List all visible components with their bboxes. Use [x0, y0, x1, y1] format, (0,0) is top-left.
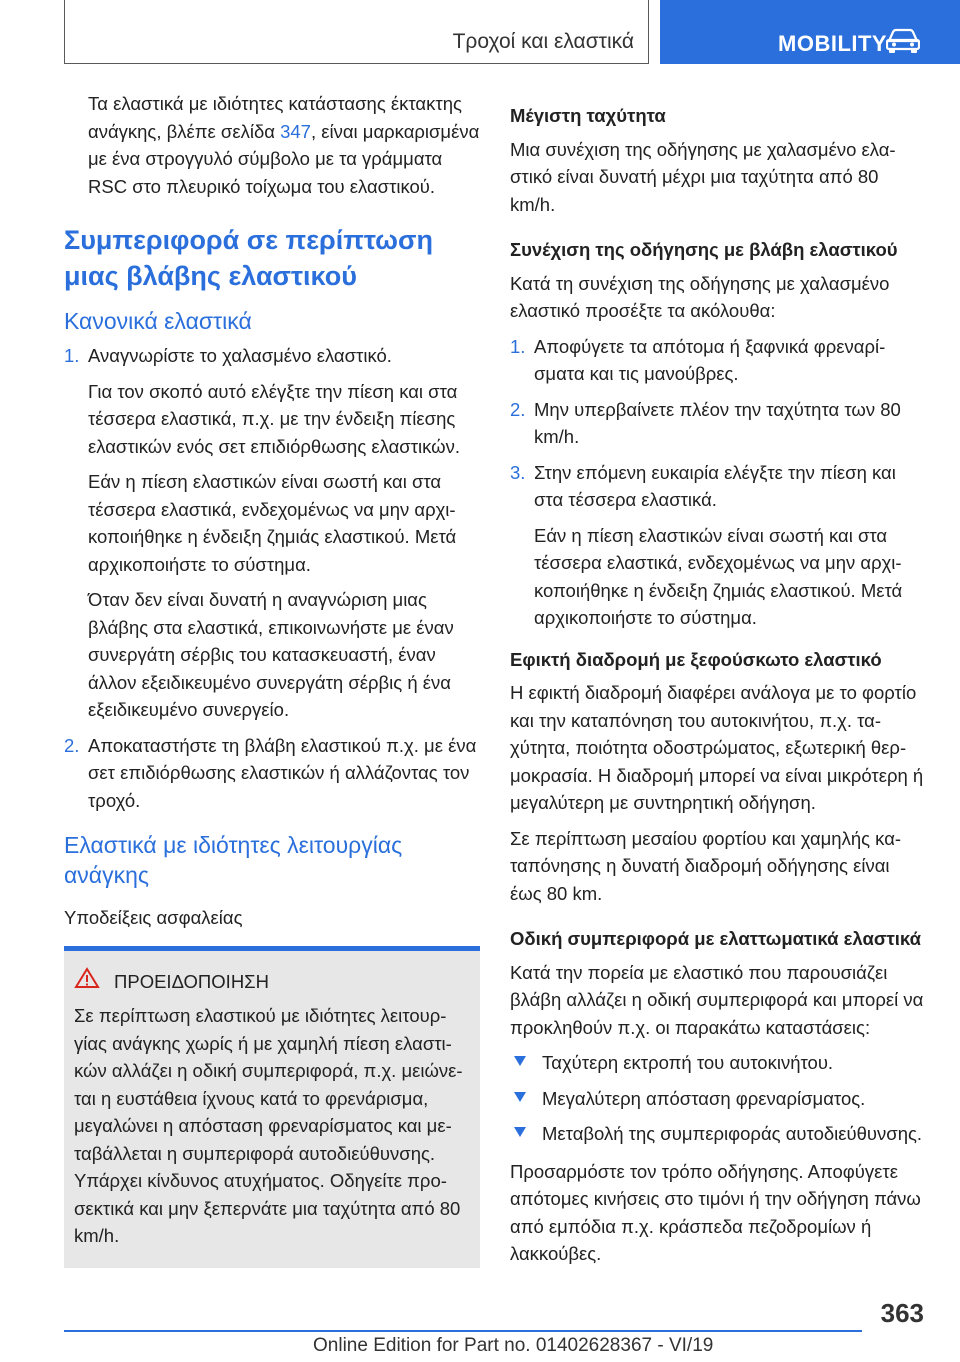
header-tab — [64, 0, 649, 64]
step-item — [64, 342, 480, 724]
bullet-item: Μεγαλύτερη απόσταση φρεναρίσματος. — [510, 1085, 924, 1113]
edition-text: Online Edition for Part no. 01402628367 - VI/19 — [313, 1335, 714, 1356]
max-speed-text: Μια συνέχιση της οδήγησης με χαλασμένο ελαστικό είναι δυνατή μέχρι μια ταχύτητα από 80 km/h. — [510, 138, 896, 215]
heading-continue-driving: Συνέχιση της οδήγησης με βλάβη ελαστικού — [510, 239, 898, 260]
step-number: 1. — [510, 335, 526, 357]
left-column — [64, 90, 480, 1268]
step-item — [510, 459, 924, 632]
warning-title: ΠΡΟΕΙΔΟΠΟΙΗΣΗ — [114, 970, 269, 992]
mobility-tab[interactable] — [660, 0, 960, 64]
warning-triangle-icon — [74, 967, 100, 997]
warning-box — [64, 951, 480, 1268]
step-paragraph: Για τον σκοπό αυτό ελέγξτε την πίεση και στα τέσσερα ελαστικά, π.χ. με την ένδειξη πίεσης ελαστικών ενός σετ επιδιόρθωσης ελαστικών. — [88, 380, 461, 457]
heading-behavior: Οδική συμπεριφορά με ελαττωματικά ελαστικά — [510, 928, 921, 949]
heading-max-speed: Μέγιστη ταχύτητα — [510, 105, 666, 126]
step-paragraph: Εάν η πίεση ελαστικών είναι σωστή και στα τέσσερα ελαστικά, ενδεχομένως να μην αρχικοποιήθηκε η ένδειξη ζημιάς ελαστικού. Μετά αρχικοποιήστε το σύστημα. — [534, 524, 903, 628]
step-paragraph: Αναγνωρίστε το χαλασμένο ελαστικό. — [88, 345, 392, 366]
heading-range: Εφικτή διαδρομή με ξεφούσκωτο ελαστικό — [510, 648, 882, 670]
step-paragraph: Αποκαταστήστε τη βλάβη ελαστικού π.χ. με ένα σετ επιδιόρθωσης ελαστικών ή αλλάζοντας τον τροχό. — [88, 734, 477, 811]
step-paragraph: Αποφύγετε τα απότομα ή ξαφνικά φρεναρίσματα και τις μανούβρες. — [534, 335, 886, 384]
bullet-triangle-icon — [514, 1127, 526, 1137]
behavior-text: Κατά την πορεία με ελαστικό που παρουσιάζει βλάβη αλλάζει η οδική συμπεριφορά και μπορεί να προκληθούν π.χ. οι παρακάτω καταστάσεις: — [510, 961, 924, 1038]
bullet-triangle-icon — [514, 1092, 526, 1102]
warning-header — [74, 967, 470, 997]
page-link[interactable]: 347 — [280, 120, 311, 142]
intro-paragraph: Τα ελαστικά με ιδιότητες κατάστασης έκτακτης ανάγκης, βλέπε σελίδα 347, είναι μαρκαρισμένα με ένα στρογγυλό σύμβολο με τα γράμματα RSC στο πλευρικό τοίχωμα του ελαστικού. — [88, 93, 480, 197]
step-number: 2. — [64, 734, 80, 756]
section-title: Τροχοί και ελαστικά — [452, 30, 634, 53]
heading-tire-damage: Συμπεριφορά σε περίπτωση μιας βλάβης ελαστικού — [64, 225, 433, 291]
heading-safety: Υποδείξεις ασφαλείας — [64, 907, 243, 928]
step-number: 2. — [510, 398, 526, 420]
bullet-item: Ταχύτερη εκτροπή του αυτοκινήτου. — [510, 1049, 924, 1077]
step-item — [510, 396, 924, 451]
step-item — [510, 333, 924, 388]
warning-text: Σε περίπτωση ελαστικού με ιδιότητες λειτουργίας ανάγκης χωρίς ή με χαμηλή πίεση ελαστικών αλλάζει η οδική συμπεριφορά, π.χ. μειώνεται η ευστάθεια ίχνους κατά το φρενάρισμα, μεγαλώνει η απόσταση φρεναρίσματος και μεταβάλλεται η συμπεριφορά αυτοδιεύθυνσης. Υπάρχει κίνδυνος ατυχήματος. Οδηγείτε προσεκτικά και μην ξεπερνάτε μια ταχύτητα από 80 km/h. — [74, 1005, 463, 1246]
range-text: Σε περίπτωση μεσαίου φορτίου και χαμηλής καταπόνησης η δυνατή διαδρομή οδήγησης είναι έως 80 km. — [510, 827, 902, 904]
continue-text: Κατά τη συνέχιση της οδήγησης με χαλασμένο ελαστικό προσέξτε τα ακόλουθα: — [510, 272, 890, 321]
car-icon — [886, 28, 920, 59]
page-number: 363 — [880, 1298, 924, 1328]
step-paragraph: Μην υπερβαίνετε πλέον την ταχύτητα των 80 km/h. — [534, 398, 901, 447]
bullet-item: Μεταβολή της συμπεριφοράς αυτοδιεύθυνσης. — [510, 1120, 924, 1148]
step-number: 3. — [510, 461, 526, 483]
heading-normal-tires: Κανονικά ελαστικά — [64, 308, 252, 334]
bullet-triangle-icon — [514, 1056, 526, 1066]
step-item — [64, 732, 480, 815]
footer-divider — [64, 1330, 862, 1332]
final-text: Προσαρμόστε τον τρόπο οδήγησης. Αποφύγετε απότομες κινήσεις στο τιμόνι ή την οδήγηση πάνω από εμπόδια π.χ. κράσπεδα πεζοδρομίων ή λακκούβες. — [510, 1160, 921, 1264]
step-number: 1. — [64, 345, 80, 366]
step-paragraph: Όταν δεν είναι δυνατή η αναγνώριση μιας βλάβης στα ελαστικά, επικοινωνήστε με έναν συνεργάτη σέρβις του κατασκευαστή, έναν άλλον εξειδικευμένο συνεργάτη σέρβις ή ένα εξειδικευμένο συνεργείο. — [88, 589, 454, 720]
heading-runflat-tires: Ελαστικά με ιδιότητες λειτουργίας ανάγκης — [64, 832, 403, 888]
mobility-label: MOBILITY — [778, 31, 888, 56]
range-text: Η εφικτή διαδρομή διαφέρει ανάλογα με το φορτίο και την καταπόνηση του αυτοκινήτου, π.χ. ταχύτητα, ποιότητα οδοστρώματος, εξωτερική θερμοκρασία. Η διαδρομή μπορεί να είναι μικρότερη ή μεγαλύτερη με συντηρητική οδήγηση. — [510, 682, 924, 813]
step-paragraph: Στην επόμενη ευκαιρία ελέγξτε την πίεση και στα τέσσερα ελαστικά. — [534, 461, 896, 510]
step-paragraph: Εάν η πίεση ελαστικών είναι σωστή και στα τέσσερα ελαστικά, ενδεχομένως να μην αρχικοποιήθηκε η ένδειξη ζημιάς ελαστικού. Μετά αρχικοποιήστε το σύστημα. — [88, 471, 457, 575]
right-column — [510, 90, 924, 1276]
